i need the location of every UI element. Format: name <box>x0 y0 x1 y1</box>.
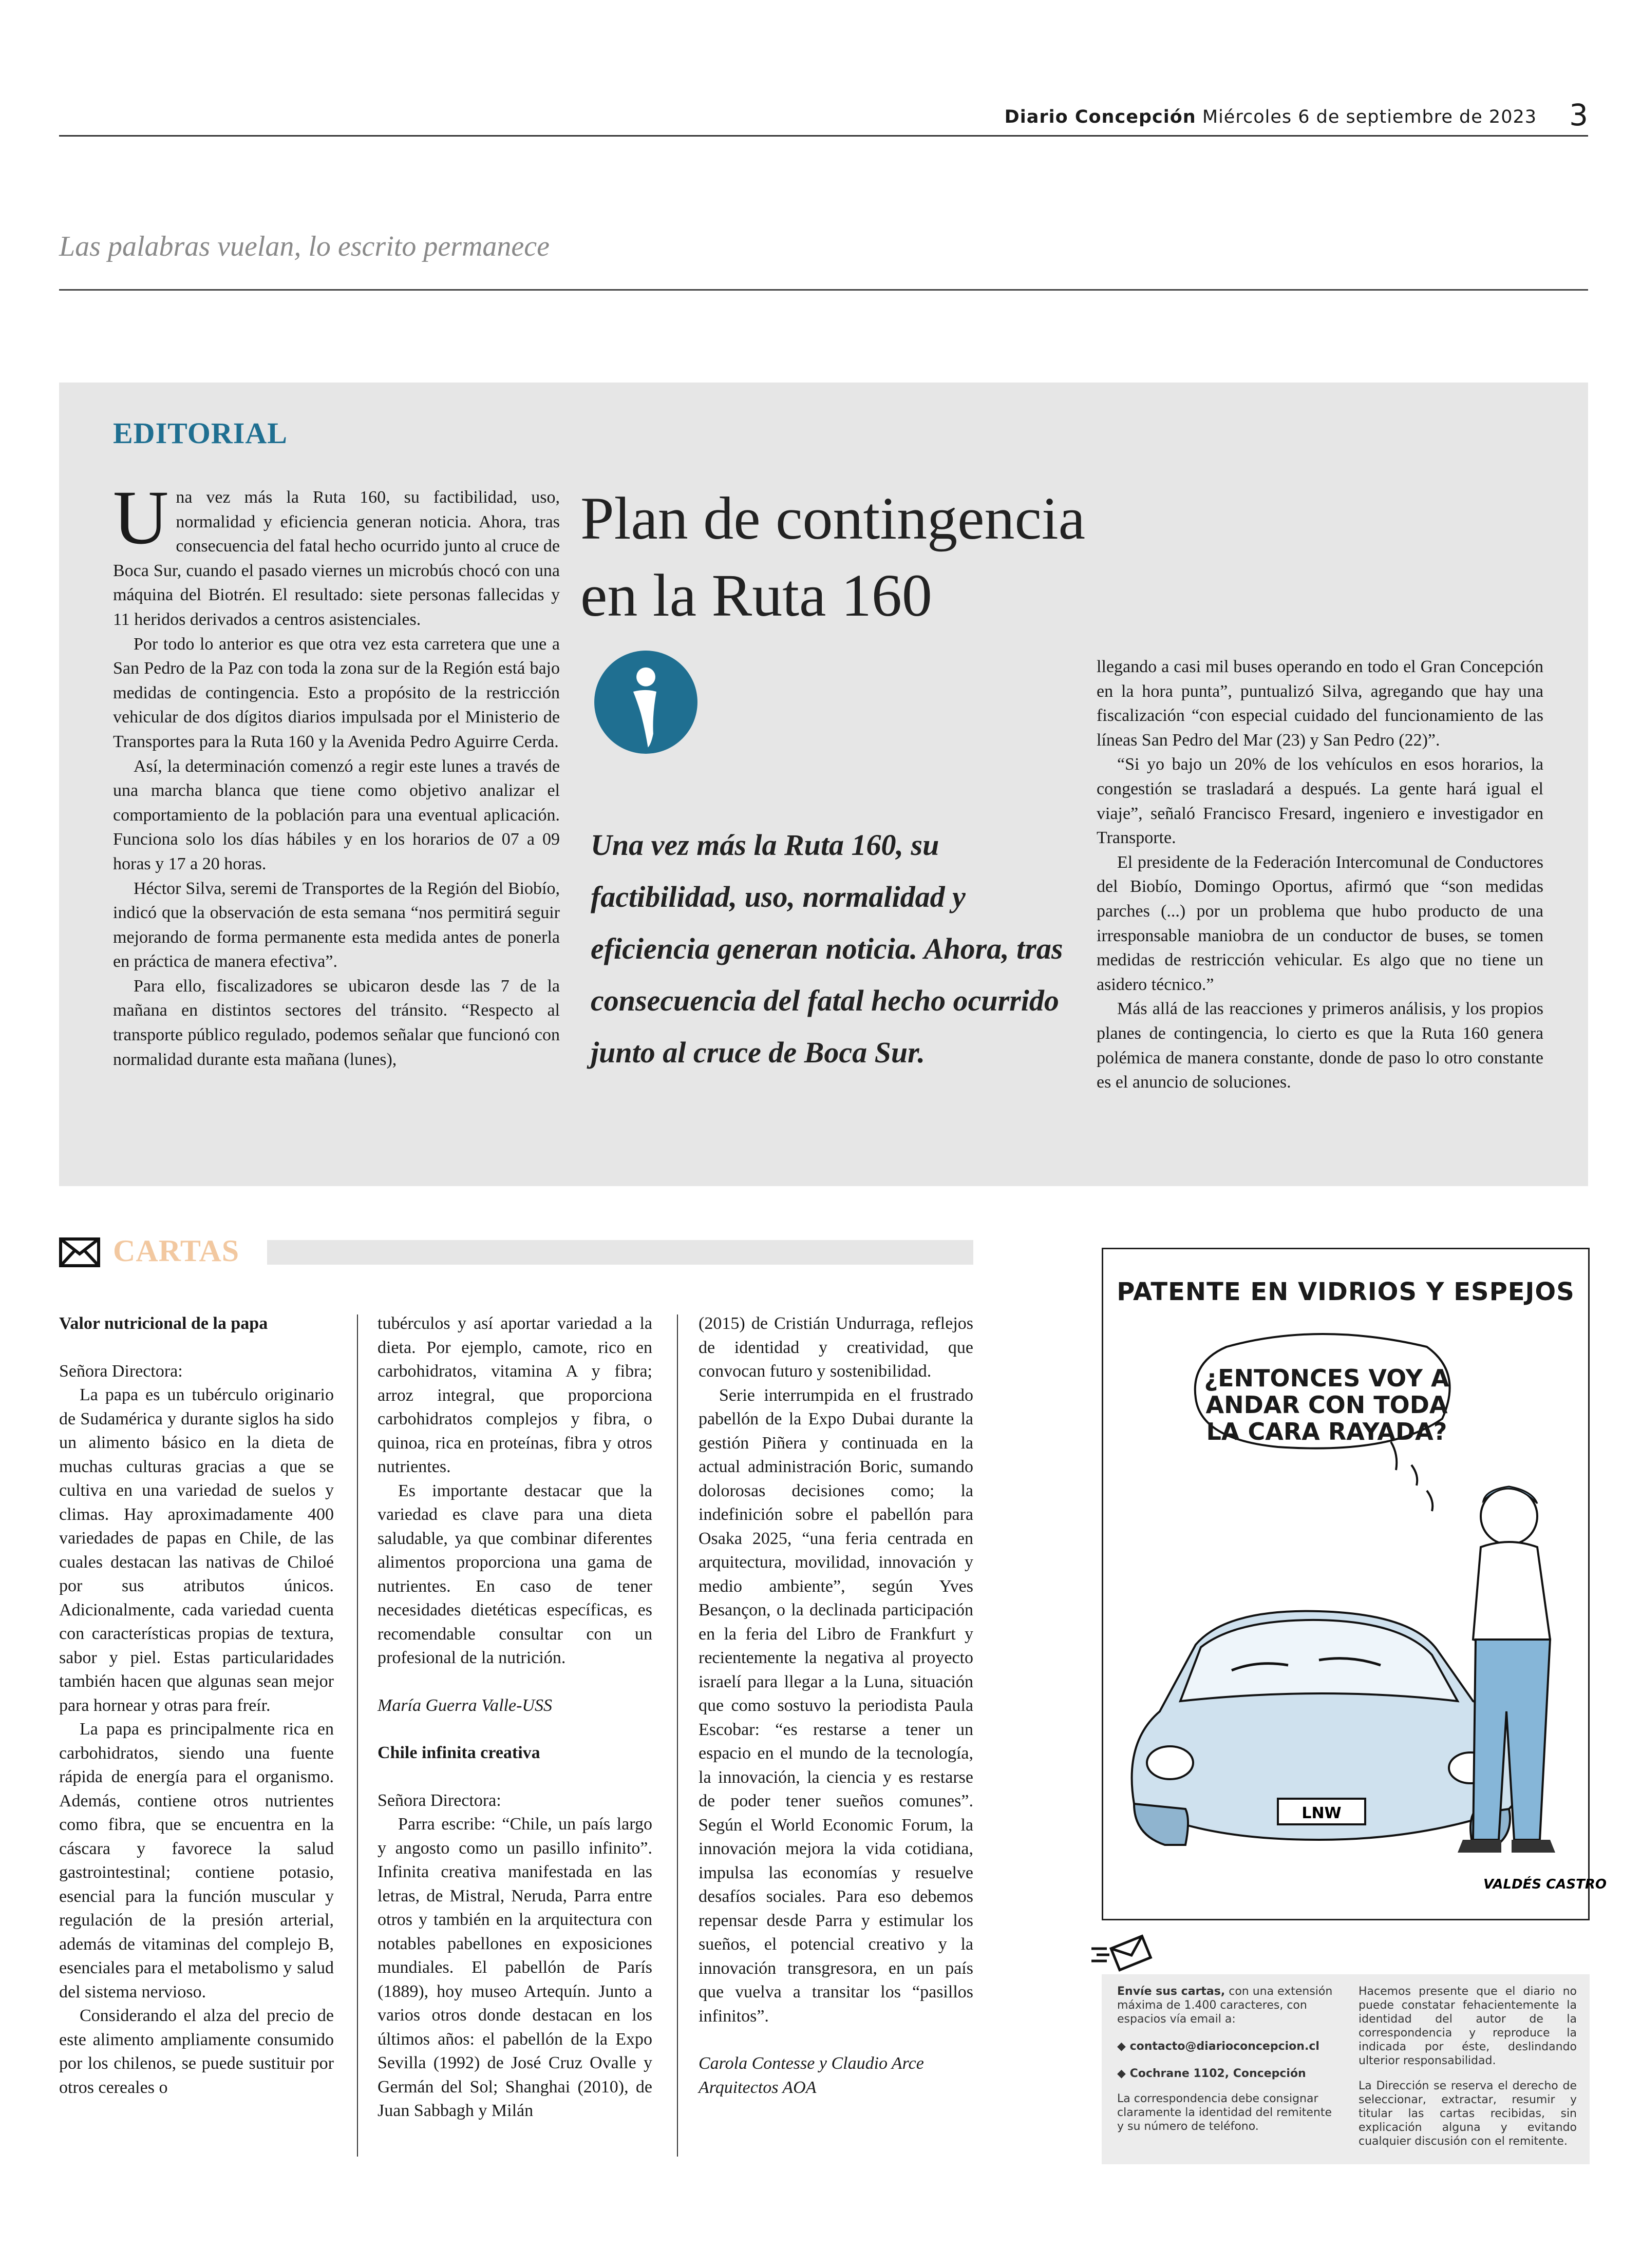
drop-cap: U <box>113 475 169 560</box>
envelope-icon <box>59 1237 100 1267</box>
pull-quote: Una vez más la Ruta 160, su factibilidad, uso, normalidad y eficiencia generan noticia. Ahora, tras consecuencia del fatal hecho ocurrido junto al cruce de Boca Sur. <box>591 828 1063 1069</box>
letters-column-2 <box>378 1312 652 2123</box>
letter-paragraph: Considerando el alza del precio de este alimento ampliamente consumido por los chilenos, se puede sustituir por otros cereales o <box>59 2006 334 2097</box>
speech-text: ¿ENTONCES VOY A ANDAR CON TODA LA CARA RAYADA? <box>1204 1364 1449 1445</box>
editorial-paragraph: “Si yo bajo un 20% de los vehículos en esos horarios, la congestión se trasladará a después. La gente hará igual el viaje”, señaló Francisco Fresard, ingeniero e investigador en Transporte. <box>1097 755 1543 848</box>
letter-signature-affiliation: Arquitectos AOA <box>699 2078 817 2097</box>
letter-signature: María Guerra Valle-USS <box>378 1695 552 1715</box>
submission-lead-rest: con una extensión máxima de 1.400 caracteres, con espacios vía email a: <box>1117 1985 1333 2026</box>
letter-salutation: Señora Directora: <box>378 1790 501 1810</box>
editorial-column-1 <box>113 475 560 1072</box>
newspaper-name: Diario Concepción <box>1004 107 1196 127</box>
submission-disclaimer <box>1359 1985 1577 2160</box>
page-header <box>59 98 1588 137</box>
header-info <box>1005 107 1537 127</box>
letter-paragraph: (2015) de Cristián Undurraga, reflejos de identidad y creatividad, que convocan futuro y sostenibilidad. <box>699 1314 973 1381</box>
letter-heading: Chile infinita creativa <box>378 1743 540 1762</box>
editorial-paragraph: El presidente de la Federación Intercomunal de Conductores del Biobío, Domingo Oportus, afirmó que “son medidas parches (...) por un problema que hubo producto de una irresponsable maniobra de un conductor de buses, se tomen medidas de restricción vehicular. Es algo que no tiene un asidero técnico.” <box>1097 852 1543 994</box>
submission-info-box <box>1102 1974 1590 2164</box>
editorial-paragraph: Así, la determinación comenzó a regir este lunes a través de una marcha blanca que tiene como objetivo analizar el comportamiento de la población para una eventual aplicación. Funciona solo los días hábiles y en los horarios de 07 a 09 horas y 17 a 20 horas. <box>113 756 560 873</box>
contact-email[interactable]: ◆ contacto@diarioconcepcion.cl <box>1117 2040 1319 2053</box>
editorial-paragraph: llegando a casi mil buses operando en todo el Gran Concepción en la hora punta”, puntualizó Silva, agregando que hay una fiscalización “con especial cuidado del funcionamiento de las líneas San Pedro del Mar (23) y San Pedro (22)”. <box>1097 657 1543 750</box>
submission-note: La correspondencia debe consignar claramente la identidad del remitente y su número de teléfono. <box>1117 2092 1332 2133</box>
envelope-lines-icon <box>1089 1933 1153 1972</box>
disclaimer-paragraph: Hacemos presente que el diario no puede constatar fehacientemente la identidad del autor de la correspondencia y reproduce la indicada por éste, deslindando ulterior responsabilidad. <box>1359 1985 1577 2067</box>
license-plate: LNW <box>1302 1804 1342 1822</box>
submission-lead <box>1117 1985 1338 2081</box>
editorial-paragraph: Para ello, fiscalizadores se ubicaron desde las 7 de la mañana en distintos sectores del tránsito. “Respecto al transporte público regulado, podemos señalar que funcionó con normalidad durante esta mañana (lunes), <box>113 976 560 1069</box>
letter-paragraph: tubérculos y así aportar variedad a la dieta. Por ejemplo, camote, rico en carbohidratos, vitamina A y fibra; arroz integral, que proporciona carbohidratos complejos y fibra, o quinoa, rica en proteínas, fibra y otros nutrientes. <box>378 1314 652 1476</box>
cartas-header-bar <box>267 1240 973 1265</box>
letters-column-3 <box>699 1312 973 2100</box>
editorial-paragraph <box>113 475 560 632</box>
submission-instructions <box>1117 1985 1338 2145</box>
editorial-column-3 <box>1097 655 1543 1095</box>
editorial-paragraph: Por todo lo anterior es que otra vez esta carretera que une a San Pedro de la Paz con toda la zona sur de la Región está bajo medidas de contingencia. Esto a propósito de la restricción vehicular de dos dígitos diarios impulsada por el Ministerio de Transportes para la Ruta 160 y la Avenida Pedro Aguirre Cerda. <box>113 634 560 751</box>
car-illustration <box>1132 1611 1525 1847</box>
contact-address: ◆ Cochrane 1102, Concepción <box>1117 2067 1306 2080</box>
letters-column-1 <box>59 1312 334 2100</box>
column-divider <box>677 1314 678 2157</box>
page-number: 3 <box>1569 98 1588 132</box>
letter-paragraph: Es importante destacar que la variedad es clave para una dieta saludable, ya que combinar diferentes alimentos proporciona una gama de nutrientes. En caso de tener necesidades dietéticas específicas, es recomendable consultar con un profesional de la nutrición. <box>378 1481 652 1667</box>
letter-signature: Carola Contesse y Claudio Arce <box>699 2054 924 2073</box>
editorial-label: EDITORIAL <box>113 416 288 450</box>
divider <box>59 289 1588 291</box>
letter-paragraph: La papa es principalmente rica en carbohidratos, siendo una fuente rápida de energía para el organismo. Además, contiene otros nutrientes como fibra, que se encuentra en la cáscara y favorece la salud gastrointestinal; contiene potasio, esencial para la función muscular y regulación de la presión arterial, además de vitaminas del complejo B, esenciales para el metabolismo y salud del sistema nervioso. <box>59 1720 334 2002</box>
editorial-cartoon <box>1102 1248 1607 1920</box>
editorial-title: Plan de contingencia en la Ruta 160 <box>580 485 1086 629</box>
issue-date: Miércoles 6 de septiembre de 2023 <box>1202 107 1537 127</box>
cartoon-drawing <box>1103 1249 1607 1922</box>
disclaimer-paragraph: La Dirección se reserva el derecho de seleccionar, extractar, resumir y titular las cartas recibidas, sin explicación alguna y evitando cualquier discusión con el remitente. <box>1359 2080 1577 2148</box>
paragraph-text: na vez más la Ruta 160, su factibilidad, uso, normalidad y eficiencia generan noticia. Ahora, tras consecuencia del fatal hecho ocurrido junto al cruce de Boca Sur, cuando el pasado viernes un microbús chocó con una máquina del Biotrén. El resultado: siete personas fallecidas y 11 heridos derivados a centros asistenciales. <box>113 488 560 629</box>
editorial-paragraph: Más allá de las reacciones y primeros análisis, y los propios planes de contingencia, lo cierto es que la Ruta 160 genera polémica de manera constante, donde de paso lo otro constante es el anuncio de soluciones. <box>1097 999 1543 1092</box>
column-divider <box>357 1314 358 2157</box>
cartas-header <box>59 1232 973 1268</box>
cartoon-title: PATENTE EN VIDRIOS Y ESPEJOS <box>1117 1278 1575 1306</box>
letter-salutation: Señora Directora: <box>59 1361 183 1381</box>
info-i-icon <box>593 650 699 755</box>
submission-lead-bold: Envíe sus cartas, <box>1117 1985 1225 1998</box>
artist-signature: VALDÉS CASTRO <box>1483 1877 1607 1892</box>
letter-paragraph: Serie interrumpida en el frustrado pabellón de la Expo Dubai durante la gestión Piñera y continuada en la actual administración Boric, sumando dolorosas decisiones como; la indefinición sobre el pabellón para Osaka 2025, “una feria centrada en arquitectura, movilidad, innovación y medio ambiente”, según Yves Besançon, o la declinada participación en la feria del Libro de Frankfurt y recientemente la negativa al proyecto israelí para llegar a la Luna, situación que como sostuvo la periodista Paula Escobar: “es restarse a tener un espacio en el mundo de la tecnología, la innovación, la ciencia y es restarse de poder tener sueños comunes”. Según el World Economic Forum, la innovación mejora la vida cotidiana, impulsa las economías y resuelve desafíos sociales. Para eso debemos repensar desde Parra y estimular los sueños, el potencial creativo y la innovación transgresora, en un país que vuelva a transitar los “pasillos infinitos”. <box>699 1385 973 2026</box>
section-tagline: Las palabras vuelan, lo escrito permanece <box>59 231 550 262</box>
letter-paragraph: La papa es un tubérculo originario de Sudamérica y durante siglos ha sido un alimento básico en la dieta de muchas culturas gracias a que se cultiva en una variedad de suelos y climas. Hay aproximadamente 400 variedades de papas en Chile, de las cuales destacan las nativas de Chiloé por sus atributos únicos. Adicionalmente, cada variedad cuenta con características propias de textura, sabor y piel. Estas particularidades también hacen que algunas sean mejor para hornear y otras para freír. <box>59 1385 334 1715</box>
letter-heading: Valor nutricional de la papa <box>59 1314 268 1333</box>
letter-paragraph: Parra escribe: “Chile, un país largo y angosto como un pasillo infinito”. Infinita creativa manifestada en las letras, de Mistral, Neruda, Parra entre otros y también en la arquitectura con notables pabellones en exposiciones mundiales. El pabellón de París (1889), hoy museo Artequín. Junto a varios otros donde destacan en los últimos años: el pabellón de la Expo Sevilla (1992) de José Cruz Ovalle y Germán del Sol; Shanghai (2010), de Juan Sabbagh y Milán <box>378 1815 652 2120</box>
cartas-label: CARTAS <box>113 1234 240 1268</box>
editorial-section <box>59 383 1588 1186</box>
editorial-paragraph: Héctor Silva, seremi de Transportes de la Región del Biobío, indicó que la observación de esta semana “nos permitirá seguir mejorando de forma permanente esta medida antes de ponerla en práctica de manera efectiva”. <box>113 879 560 971</box>
